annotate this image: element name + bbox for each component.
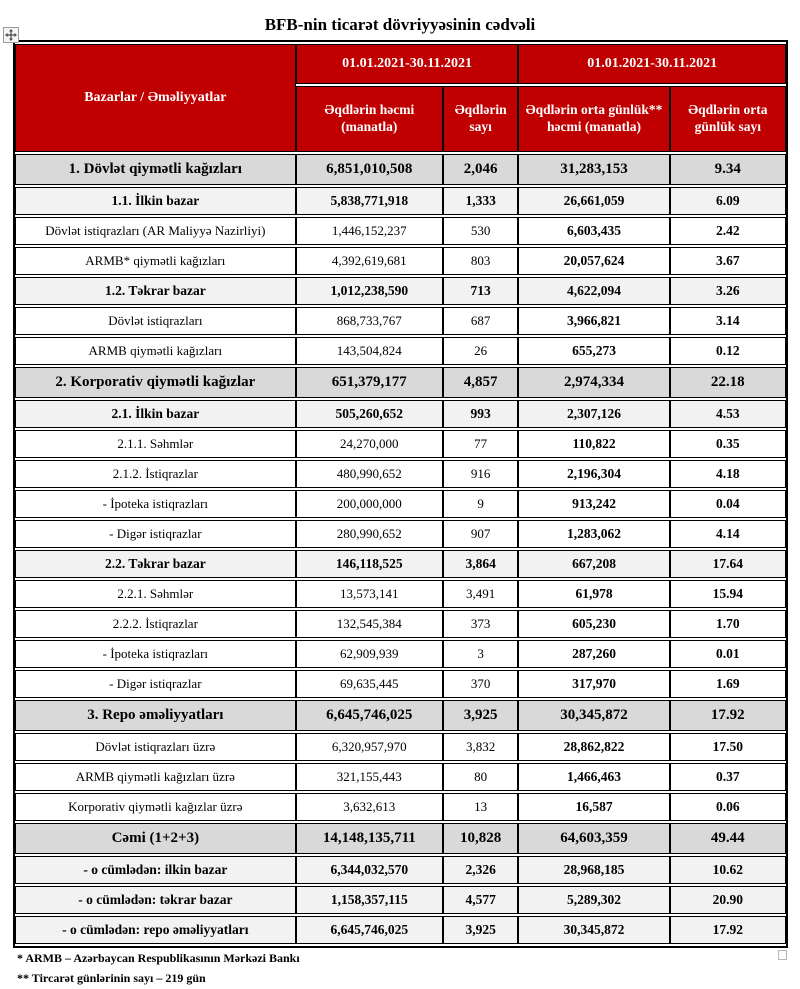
table-row [15, 367, 786, 398]
daily-count-cell: 0.35 [670, 430, 786, 458]
move-icon [5, 29, 17, 41]
daily-count-cell: 0.37 [670, 763, 786, 791]
table-row [15, 550, 786, 578]
volume-cell: 143,504,824 [296, 337, 443, 365]
daily-volume-cell: 61,978 [518, 580, 669, 608]
daily-count-cell: 17.92 [670, 916, 786, 944]
volume-cell: 6,344,032,570 [296, 856, 443, 884]
daily-volume-cell: 30,345,872 [518, 700, 669, 731]
corner-header-cell: Bazarlar / Əməliyyatlar [15, 44, 296, 152]
count-cell: 3,491 [443, 580, 519, 608]
daily-volume-cell: 2,196,304 [518, 460, 669, 488]
footnote-armb: * ARMB – Azərbaycan Respublikasının Mərkəzi Bankı [17, 951, 300, 965]
volume-cell: 321,155,443 [296, 763, 443, 791]
daily-count-cell: 6.09 [670, 187, 786, 215]
row-label-cell: 2.1.2. İstiqrazlar [15, 460, 296, 488]
daily-volume-cell: 20,057,624 [518, 247, 669, 275]
daily-count-cell: 20.90 [670, 886, 786, 914]
daily-volume-cell: 3,966,821 [518, 307, 669, 335]
volume-cell: 6,645,746,025 [296, 916, 443, 944]
row-label-cell: 3. Repo əməliyyatları [15, 700, 296, 731]
period-header-1: 01.01.2021-30.11.2021 [296, 44, 519, 84]
row-label-cell: - o cümlədən: ilkin bazar [15, 856, 296, 884]
row-label-cell: 1.1. İlkin bazar [15, 187, 296, 215]
daily-count-cell: 0.01 [670, 640, 786, 668]
daily-count-cell: 0.12 [670, 337, 786, 365]
row-label-cell: ARMB qiymətli kağızları [15, 337, 296, 365]
table-body [15, 154, 786, 944]
table-row [15, 793, 786, 821]
trade-turnover-table [13, 40, 788, 948]
col-header-volume: Əqdlərin həcmi (manatla) [296, 86, 443, 152]
volume-cell: 868,733,767 [296, 307, 443, 335]
volume-cell: 505,260,652 [296, 400, 443, 428]
count-cell: 9 [443, 490, 519, 518]
row-label-cell: - Digər istiqrazlar [15, 670, 296, 698]
volume-cell: 4,392,619,681 [296, 247, 443, 275]
table-row [15, 187, 786, 215]
table-row [15, 823, 786, 854]
daily-volume-cell: 317,970 [518, 670, 669, 698]
daily-volume-cell: 667,208 [518, 550, 669, 578]
row-label-cell: Dövlət istiqrazları üzrə [15, 733, 296, 761]
volume-cell: 6,645,746,025 [296, 700, 443, 731]
row-label-cell: - o cümlədən: təkrar bazar [15, 886, 296, 914]
daily-volume-cell: 655,273 [518, 337, 669, 365]
daily-count-cell: 9.34 [670, 154, 786, 185]
row-label-cell: 2.2.1. Səhmlər [15, 580, 296, 608]
table-row [15, 490, 786, 518]
row-label-cell: 2.2.2. İstiqrazlar [15, 610, 296, 638]
daily-volume-cell: 26,661,059 [518, 187, 669, 215]
daily-volume-cell: 605,230 [518, 610, 669, 638]
count-cell: 993 [443, 400, 519, 428]
daily-count-cell: 4.18 [670, 460, 786, 488]
daily-volume-cell: 913,242 [518, 490, 669, 518]
daily-volume-cell: 16,587 [518, 793, 669, 821]
row-label-cell: 2. Korporativ qiymətli kağızlar [15, 367, 296, 398]
footnote-trading-days: ** Tircarət günlərinin sayı – 219 gün [17, 970, 206, 985]
count-cell: 3,832 [443, 733, 519, 761]
table-row [15, 640, 786, 668]
daily-volume-cell: 28,862,822 [518, 733, 669, 761]
period-header-2: 01.01.2021-30.11.2021 [518, 44, 786, 84]
count-cell: 2,326 [443, 856, 519, 884]
table-row [15, 520, 786, 548]
count-cell: 916 [443, 460, 519, 488]
col-header-daily-count: Əqdlərin orta günlük sayı [670, 86, 786, 152]
table-move-handle[interactable] [3, 27, 19, 43]
volume-cell: 24,270,000 [296, 430, 443, 458]
daily-count-cell: 3.67 [670, 247, 786, 275]
table-row [15, 307, 786, 335]
table-row [15, 856, 786, 884]
table-row [15, 277, 786, 305]
count-cell: 687 [443, 307, 519, 335]
table-row [15, 886, 786, 914]
volume-cell: 200,000,000 [296, 490, 443, 518]
row-label-cell: Dövlət istiqrazları (AR Maliyyə Nazirliyi) [15, 217, 296, 245]
row-label-cell: ARMB* qiymətli kağızları [15, 247, 296, 275]
daily-count-cell: 10.62 [670, 856, 786, 884]
table-row [15, 337, 786, 365]
count-cell: 3 [443, 640, 519, 668]
daily-volume-cell: 287,260 [518, 640, 669, 668]
table-row [15, 460, 786, 488]
count-cell: 370 [443, 670, 519, 698]
count-cell: 2,046 [443, 154, 519, 185]
count-cell: 77 [443, 430, 519, 458]
volume-cell: 6,851,010,508 [296, 154, 443, 185]
footnotes [17, 949, 783, 989]
daily-volume-cell: 2,974,334 [518, 367, 669, 398]
count-cell: 373 [443, 610, 519, 638]
volume-cell: 3,632,613 [296, 793, 443, 821]
volume-cell: 132,545,384 [296, 610, 443, 638]
count-cell: 3,864 [443, 550, 519, 578]
daily-count-cell: 4.14 [670, 520, 786, 548]
count-cell: 13 [443, 793, 519, 821]
count-cell: 713 [443, 277, 519, 305]
table-row [15, 217, 786, 245]
count-cell: 803 [443, 247, 519, 275]
table-row [15, 430, 786, 458]
header-row-periods [15, 44, 786, 84]
table-row [15, 733, 786, 761]
count-cell: 26 [443, 337, 519, 365]
daily-count-cell: 0.06 [670, 793, 786, 821]
col-header-count: Əqdlərin sayı [443, 86, 519, 152]
daily-volume-cell: 5,289,302 [518, 886, 669, 914]
daily-count-cell: 1.69 [670, 670, 786, 698]
daily-volume-cell: 6,603,435 [518, 217, 669, 245]
col-header-daily-volume: Əqdlərin orta günlük** həcmi (manatla) [518, 86, 669, 152]
count-cell: 3,925 [443, 916, 519, 944]
row-label-cell: 2.1.1. Səhmlər [15, 430, 296, 458]
row-label-cell: Korporativ qiymətli kağızlar üzrə [15, 793, 296, 821]
page-title: BFB-nin ticarət dövriyyəsinin cədvəli [264, 15, 536, 34]
table-row [15, 580, 786, 608]
table-row [15, 700, 786, 731]
row-label-cell: - Digər istiqrazlar [15, 520, 296, 548]
row-label-cell: 1.2. Təkrar bazar [15, 277, 296, 305]
row-label-cell: - İpoteka istiqrazları [15, 640, 296, 668]
daily-count-cell: 22.18 [670, 367, 786, 398]
daily-volume-cell: 1,283,062 [518, 520, 669, 548]
volume-cell: 6,320,957,970 [296, 733, 443, 761]
daily-volume-cell: 30,345,872 [518, 916, 669, 944]
daily-count-cell: 17.64 [670, 550, 786, 578]
volume-cell: 13,573,141 [296, 580, 443, 608]
count-cell: 4,857 [443, 367, 519, 398]
daily-count-cell: 4.53 [670, 400, 786, 428]
daily-volume-cell: 28,968,185 [518, 856, 669, 884]
table-row [15, 247, 786, 275]
daily-volume-cell: 64,603,359 [518, 823, 669, 854]
volume-cell: 651,379,177 [296, 367, 443, 398]
count-cell: 10,828 [443, 823, 519, 854]
row-label-cell: 2.2. Təkrar bazar [15, 550, 296, 578]
row-label-cell: 1. Dövlət qiymətli kağızları [15, 154, 296, 185]
volume-cell: 280,990,652 [296, 520, 443, 548]
count-cell: 530 [443, 217, 519, 245]
daily-count-cell: 49.44 [670, 823, 786, 854]
daily-volume-cell: 110,822 [518, 430, 669, 458]
daily-count-cell: 3.14 [670, 307, 786, 335]
count-cell: 907 [443, 520, 519, 548]
table-row [15, 916, 786, 944]
count-cell: 3,925 [443, 700, 519, 731]
row-label-cell: ARMB qiymətli kağızları üzrə [15, 763, 296, 791]
volume-cell: 5,838,771,918 [296, 187, 443, 215]
daily-volume-cell: 4,622,094 [518, 277, 669, 305]
table-row [15, 763, 786, 791]
volume-cell: 1,158,357,115 [296, 886, 443, 914]
daily-count-cell: 17.50 [670, 733, 786, 761]
row-label-cell: Cəmi (1+2+3) [15, 823, 296, 854]
count-cell: 4,577 [443, 886, 519, 914]
volume-cell: 1,446,152,237 [296, 217, 443, 245]
count-cell: 80 [443, 763, 519, 791]
daily-count-cell: 3.26 [670, 277, 786, 305]
daily-count-cell: 0.04 [670, 490, 786, 518]
table-row [15, 670, 786, 698]
row-label-cell: Dövlət istiqrazları [15, 307, 296, 335]
count-cell: 1,333 [443, 187, 519, 215]
volume-cell: 69,635,445 [296, 670, 443, 698]
daily-volume-cell: 1,466,463 [518, 763, 669, 791]
daily-count-cell: 15.94 [670, 580, 786, 608]
volume-cell: 62,909,939 [296, 640, 443, 668]
table-header [15, 44, 786, 152]
daily-count-cell: 1.70 [670, 610, 786, 638]
daily-count-cell: 17.92 [670, 700, 786, 731]
table-row [15, 400, 786, 428]
object-anchor-icon [778, 950, 787, 960]
row-label-cell: - o cümlədən: repo əməliyyatları [15, 916, 296, 944]
volume-cell: 146,118,525 [296, 550, 443, 578]
row-label-cell: 2.1. İlkin bazar [15, 400, 296, 428]
table-row [15, 154, 786, 185]
daily-volume-cell: 31,283,153 [518, 154, 669, 185]
daily-count-cell: 2.42 [670, 217, 786, 245]
volume-cell: 480,990,652 [296, 460, 443, 488]
volume-cell: 1,012,238,590 [296, 277, 443, 305]
row-label-cell: - İpoteka istiqrazları [15, 490, 296, 518]
daily-volume-cell: 2,307,126 [518, 400, 669, 428]
volume-cell: 14,148,135,711 [296, 823, 443, 854]
table-row [15, 610, 786, 638]
